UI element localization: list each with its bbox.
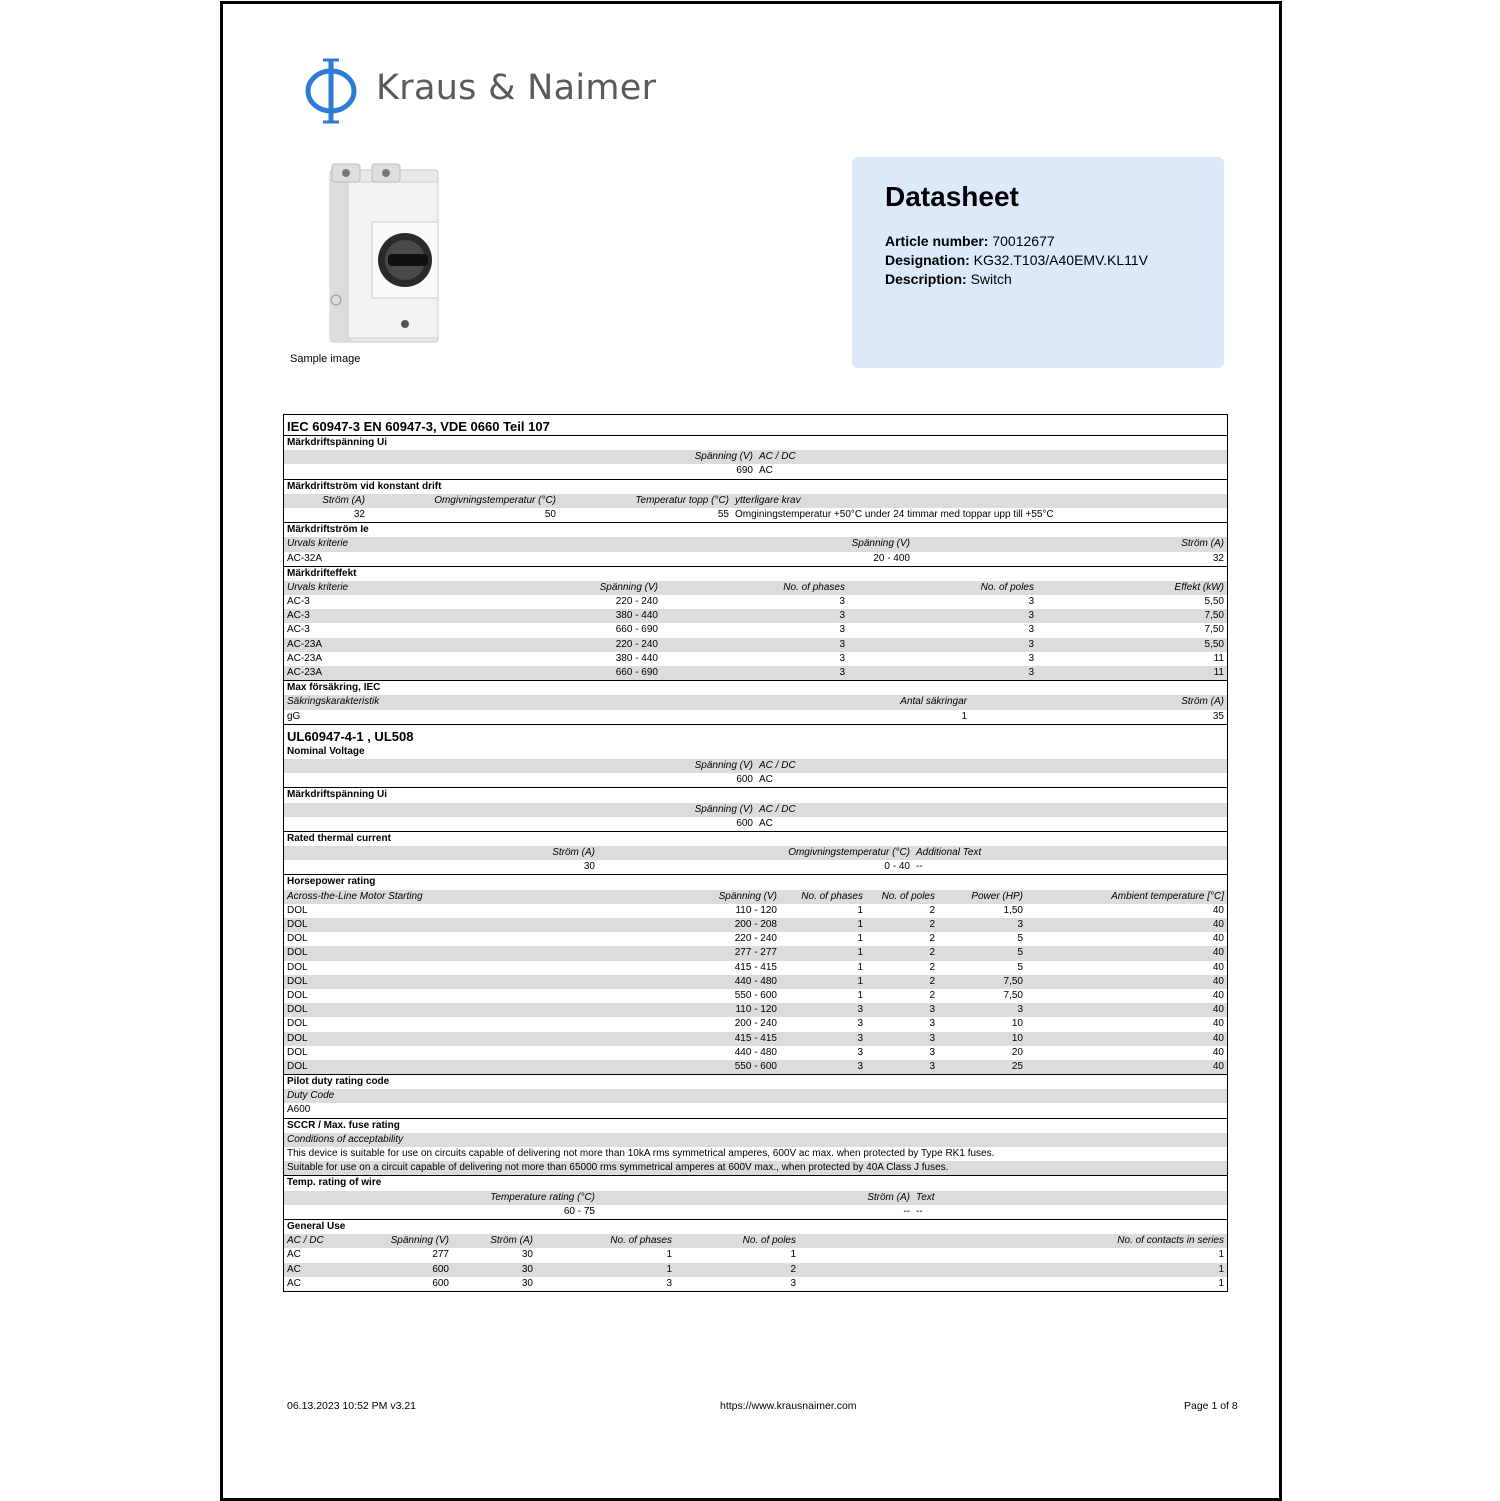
table-cell: Spänning (V) bbox=[390, 1235, 449, 1247]
table-cell: 3 bbox=[1017, 919, 1023, 930]
table-cell: AC bbox=[759, 774, 773, 786]
table-cell: No. of poles bbox=[742, 1235, 796, 1247]
table-cell: 2 bbox=[929, 933, 935, 945]
table-cell: Ambient temperature [°C] bbox=[1111, 890, 1224, 902]
table-cell: 50 bbox=[544, 508, 556, 520]
table-cell: 3 bbox=[1028, 624, 1034, 636]
table-cell: 3 bbox=[666, 1277, 672, 1289]
table-cell: 10 bbox=[1011, 1018, 1023, 1030]
table-cell: Additional Text bbox=[916, 847, 982, 859]
table-cell: 220 - 240 bbox=[615, 596, 658, 608]
table-row bbox=[284, 1133, 1227, 1147]
table-cell: Duty Code bbox=[287, 1090, 335, 1102]
table-cell: 40 bbox=[1212, 989, 1224, 1001]
table-cell: 25 bbox=[1011, 1060, 1023, 1072]
table-cell: Spänning (V) bbox=[599, 581, 658, 593]
table-cell: 1 bbox=[1218, 1277, 1224, 1289]
table-cell: DOL bbox=[287, 961, 308, 973]
table-cell: 1 bbox=[961, 710, 967, 722]
table-cell: Ström (A) bbox=[867, 1191, 910, 1203]
table-cell: 1 bbox=[666, 1263, 672, 1275]
table-cell: Conditions of acceptability bbox=[287, 1133, 404, 1145]
table-cell: Temperatur topp (°C) bbox=[635, 494, 729, 506]
table-row bbox=[284, 595, 1227, 609]
table-cell: 1,50 bbox=[1003, 904, 1023, 916]
table-cell: 5 bbox=[1017, 947, 1023, 959]
general-rows bbox=[284, 1248, 1227, 1291]
article-number-label: Article number: bbox=[885, 233, 989, 249]
table-cell: 3 bbox=[1028, 610, 1034, 622]
table-cell: 11 bbox=[1213, 652, 1224, 664]
table-cell: DOL bbox=[287, 1046, 308, 1058]
table-cell: AC / DC bbox=[759, 451, 796, 463]
table-cell: 600 bbox=[736, 774, 753, 786]
table-cell: Spänning (V) bbox=[718, 890, 777, 902]
ul-general-heading: General Use bbox=[284, 1219, 1227, 1234]
table-row bbox=[284, 552, 1227, 566]
table-cell: Omginingstemperatur +50°C under 24 timmar med toppar upp till +55°C bbox=[735, 508, 1054, 520]
table-row bbox=[284, 918, 1227, 932]
table-cell: Effekt (kW) bbox=[1174, 581, 1224, 593]
table-cell: DOL bbox=[287, 1004, 308, 1016]
table-cell: 440 - 480 bbox=[734, 1046, 777, 1058]
table-cell: 220 - 240 bbox=[734, 933, 777, 945]
table-cell: AC-23A bbox=[287, 638, 323, 650]
table-cell: 440 - 480 bbox=[734, 975, 777, 987]
iec-fuse-heading: Max försäkring, IEC bbox=[284, 680, 1227, 695]
table-cell: 5,50 bbox=[1204, 638, 1224, 650]
table-cell: 1 bbox=[790, 1249, 796, 1261]
product-switch-image bbox=[322, 160, 442, 348]
ul-thermal-heading: Rated thermal current bbox=[284, 831, 1227, 846]
table-cell: 7,50 bbox=[1003, 975, 1023, 987]
table-cell: 3 bbox=[839, 610, 845, 622]
table-row bbox=[284, 666, 1227, 680]
table-cell: 1 bbox=[1218, 1249, 1224, 1261]
table-row bbox=[284, 1003, 1227, 1017]
brand-name: Kraus & Naimer bbox=[376, 68, 657, 108]
table-cell: DOL bbox=[287, 975, 308, 987]
table-row bbox=[284, 1060, 1227, 1074]
table-cell: 30 bbox=[521, 1249, 533, 1261]
table-row bbox=[284, 638, 1227, 652]
table-cell: AC-3 bbox=[287, 624, 310, 636]
table-cell: AC-23A bbox=[287, 652, 323, 664]
table-cell: 2 bbox=[929, 904, 935, 916]
hp-rows bbox=[284, 904, 1227, 1074]
table-cell: 40 bbox=[1212, 919, 1224, 930]
table-cell: 380 - 440 bbox=[615, 652, 658, 664]
table-cell: 40 bbox=[1212, 1032, 1224, 1044]
table-cell: 60 - 75 bbox=[563, 1205, 595, 1217]
table-cell: DOL bbox=[287, 1060, 308, 1072]
table-cell: 277 bbox=[432, 1249, 449, 1261]
table-cell: 1 bbox=[857, 933, 863, 945]
table-cell: 550 - 600 bbox=[734, 1060, 777, 1072]
table-row bbox=[284, 961, 1227, 975]
table-row bbox=[284, 932, 1227, 946]
table-row bbox=[284, 508, 1227, 522]
table-cell: No. of phases bbox=[610, 1235, 672, 1247]
ul-ui-heading: Märkdriftspänning Ui bbox=[284, 787, 1227, 802]
table-cell: Power (HP) bbox=[971, 890, 1023, 902]
table-cell: 35 bbox=[1212, 710, 1224, 722]
table-row bbox=[284, 1089, 1227, 1103]
table-cell: 2 bbox=[929, 947, 935, 959]
table-cell: 40 bbox=[1212, 1018, 1224, 1030]
table-cell: AC bbox=[287, 1277, 301, 1289]
table-cell: 380 - 440 bbox=[615, 610, 658, 622]
table-row bbox=[284, 1103, 1227, 1117]
table-row bbox=[284, 975, 1227, 989]
table-row bbox=[284, 759, 1227, 773]
table-cell: 3 bbox=[1028, 596, 1034, 608]
table-cell: AC bbox=[287, 1249, 301, 1261]
table-cell: AC / DC bbox=[759, 803, 796, 815]
table-cell: 110 - 120 bbox=[735, 904, 777, 916]
table-cell: 40 bbox=[1212, 1046, 1224, 1058]
table-cell: 1 bbox=[857, 904, 863, 916]
footer-url[interactable]: https://www.krausnaimer.com bbox=[720, 1400, 857, 1412]
table-row bbox=[284, 609, 1227, 623]
table-cell: AC / DC bbox=[287, 1235, 324, 1247]
table-cell: AC-23A bbox=[287, 667, 323, 678]
table-cell: 3 bbox=[857, 1018, 863, 1030]
table-row bbox=[284, 890, 1227, 904]
designation-value: KG32.T103/A40EMV.KL11V bbox=[973, 252, 1149, 268]
table-cell: A600 bbox=[287, 1104, 311, 1116]
table-row bbox=[284, 846, 1227, 860]
table-cell: No. of poles bbox=[980, 581, 1034, 593]
iec-ie-heading: Märkdriftström Ie bbox=[284, 522, 1227, 537]
table-cell: 3 bbox=[1017, 1004, 1023, 1016]
table-cell: AC-32A bbox=[287, 552, 323, 564]
table-row bbox=[284, 537, 1227, 551]
table-cell: 3 bbox=[929, 1032, 935, 1044]
table-row bbox=[284, 1147, 1227, 1161]
table-cell: DOL bbox=[287, 904, 308, 916]
table-row bbox=[284, 1032, 1227, 1046]
table-cell: 3 bbox=[857, 1004, 863, 1016]
table-row bbox=[284, 450, 1227, 464]
table-cell: 3 bbox=[929, 1018, 935, 1030]
table-cell: Antal säkringar bbox=[900, 696, 967, 708]
table-cell: 11 bbox=[1213, 667, 1224, 678]
table-cell: DOL bbox=[287, 933, 308, 945]
table-cell: 1 bbox=[857, 947, 863, 959]
table-cell: gG bbox=[287, 710, 301, 722]
table-cell: Säkringskarakteristik bbox=[287, 696, 380, 708]
table-cell: This device is suitable for use on circuits capable of delivering not more than 10kA rms symmetrical amperes, 600V ac max. when protected by Type RK1 fuses. bbox=[287, 1148, 995, 1159]
table-row bbox=[284, 904, 1227, 918]
table-row bbox=[284, 1277, 1227, 1291]
table-cell: 2 bbox=[790, 1263, 796, 1275]
footer-date: 06.13.2023 10:52 PM v3.21 bbox=[287, 1400, 417, 1412]
table-cell: AC-3 bbox=[287, 610, 310, 622]
table-cell: No. of phases bbox=[801, 890, 863, 902]
table-row bbox=[284, 1205, 1227, 1219]
table-cell: 40 bbox=[1212, 1060, 1224, 1072]
table-cell: Ström (A) bbox=[322, 494, 365, 506]
iec-ui-heading: Märkdriftspänning Ui bbox=[284, 435, 1227, 450]
table-cell: 2 bbox=[929, 989, 935, 1001]
table-cell: 415 - 415 bbox=[734, 961, 777, 973]
table-cell: 277 - 277 bbox=[734, 947, 777, 959]
table-cell: 7,50 bbox=[1003, 989, 1023, 1001]
table-cell: Temperature rating (°C) bbox=[490, 1191, 595, 1203]
table-cell: Omgivningstemperatur (°C) bbox=[434, 494, 556, 506]
table-cell: 660 - 690 bbox=[615, 667, 658, 678]
table-cell: 3 bbox=[1028, 652, 1034, 664]
table-cell: 600 bbox=[736, 817, 753, 829]
table-cell: 3 bbox=[839, 596, 845, 608]
effekt-rows bbox=[284, 595, 1227, 680]
table-cell: 1 bbox=[857, 961, 863, 973]
table-cell: 660 - 690 bbox=[615, 624, 658, 636]
table-cell: 3 bbox=[857, 1046, 863, 1058]
table-row bbox=[284, 695, 1227, 709]
table-cell: 32 bbox=[353, 508, 365, 520]
table-cell: 3 bbox=[929, 1060, 935, 1072]
table-cell: DOL bbox=[287, 919, 308, 930]
table-cell: 3 bbox=[839, 638, 845, 650]
spec-table bbox=[283, 414, 1228, 1292]
table-cell: 690 bbox=[736, 465, 753, 477]
table-cell: 3 bbox=[857, 1032, 863, 1044]
table-row bbox=[284, 652, 1227, 666]
table-cell: DOL bbox=[287, 1032, 308, 1044]
table-cell: 3 bbox=[857, 1060, 863, 1072]
table-row bbox=[284, 623, 1227, 637]
table-cell: -- bbox=[916, 1205, 923, 1217]
table-row bbox=[284, 860, 1227, 874]
table-cell: Urvals kriterie bbox=[287, 538, 349, 550]
table-cell: No. of phases bbox=[783, 581, 845, 593]
ul-nominal-heading: Nominal Voltage bbox=[287, 745, 365, 757]
table-row bbox=[284, 581, 1227, 595]
table-cell: 1 bbox=[857, 975, 863, 987]
table-cell: 40 bbox=[1212, 1004, 1224, 1016]
table-cell: 32 bbox=[1212, 552, 1224, 564]
iec-effekt-heading: Märkdrifteffekt bbox=[284, 566, 1227, 581]
table-cell: Omgivningstemperatur (°C) bbox=[788, 847, 910, 859]
designation-label: Designation: bbox=[885, 252, 970, 268]
table-cell: Urvals kriterie bbox=[287, 581, 349, 593]
table-cell: 1 bbox=[1218, 1263, 1224, 1275]
description-line bbox=[885, 271, 1012, 287]
table-cell: AC / DC bbox=[759, 759, 796, 771]
table-row bbox=[284, 464, 1227, 478]
table-cell: -- bbox=[903, 1205, 910, 1217]
table-row bbox=[284, 494, 1227, 508]
table-cell: Ström (A) bbox=[490, 1235, 533, 1247]
table-cell: No. of contacts in series bbox=[1117, 1235, 1224, 1247]
table-cell: Spänning (V) bbox=[851, 538, 910, 550]
table-cell: Text bbox=[916, 1191, 935, 1203]
table-cell: Spänning (V) bbox=[694, 759, 753, 771]
datasheet-title: Datasheet bbox=[885, 181, 1019, 212]
table-cell: Ström (A) bbox=[1181, 538, 1224, 550]
table-cell: 415 - 415 bbox=[734, 1032, 777, 1044]
table-cell: Suitable for use on a circuit capable of delivering not more than 65000 rms symmetrical amperes at 600V max., when protected by 40A Class J fuses. bbox=[287, 1162, 949, 1174]
table-cell: Ström (A) bbox=[552, 847, 595, 859]
table-cell: 40 bbox=[1212, 933, 1224, 945]
table-cell: 550 - 600 bbox=[734, 989, 777, 1001]
ul-pilot-heading: Pilot duty rating code bbox=[284, 1074, 1227, 1089]
table-cell: 2 bbox=[929, 975, 935, 987]
table-row bbox=[284, 1248, 1227, 1262]
ul-sccr-heading: SCCR / Max. fuse rating bbox=[284, 1118, 1227, 1133]
table-cell: 200 - 208 bbox=[734, 919, 777, 930]
table-cell: 30 bbox=[521, 1277, 533, 1289]
table-cell: 600 bbox=[432, 1277, 449, 1289]
ul-hp-heading: Horsepower rating bbox=[284, 874, 1227, 889]
footer-page-number: Page 1 of 8 bbox=[1184, 1400, 1238, 1412]
table-cell: 30 bbox=[583, 861, 595, 873]
table-cell: 3 bbox=[1028, 638, 1034, 650]
designation-line bbox=[885, 252, 1148, 268]
table-cell: 600 bbox=[432, 1263, 449, 1275]
table-cell: ytterligare krav bbox=[735, 494, 801, 506]
table-cell: DOL bbox=[287, 989, 308, 1001]
table-cell: 3 bbox=[839, 624, 845, 636]
table-cell: 0 - 40 bbox=[884, 861, 910, 873]
table-row bbox=[284, 817, 1227, 831]
table-cell: 3 bbox=[929, 1046, 935, 1058]
table-cell: AC bbox=[759, 817, 773, 829]
table-cell: 2 bbox=[929, 919, 935, 930]
table-cell: 5,50 bbox=[1204, 596, 1224, 608]
table-cell: DOL bbox=[287, 1018, 308, 1030]
table-row bbox=[284, 773, 1227, 787]
table-cell: -- bbox=[916, 861, 923, 873]
datasheet-info-box bbox=[852, 157, 1224, 368]
table-cell: AC bbox=[287, 1263, 301, 1275]
table-cell: 40 bbox=[1212, 947, 1224, 959]
table-row bbox=[284, 946, 1227, 960]
table-row bbox=[284, 1046, 1227, 1060]
ul-section-title: UL60947-4-1 , UL508 bbox=[284, 724, 1227, 745]
table-row bbox=[284, 710, 1227, 724]
table-cell: 1 bbox=[857, 989, 863, 1001]
table-cell: 3 bbox=[790, 1277, 796, 1289]
table-cell: Across-the-Line Motor Starting bbox=[287, 890, 423, 902]
table-cell: No. of poles bbox=[881, 890, 935, 902]
table-cell: 20 - 400 bbox=[873, 552, 910, 564]
table-cell: 40 bbox=[1212, 961, 1224, 973]
table-cell: AC bbox=[759, 465, 773, 477]
table-cell: 200 - 240 bbox=[734, 1018, 777, 1030]
table-cell: 110 - 120 bbox=[735, 1004, 777, 1016]
table-cell: 1 bbox=[666, 1249, 672, 1261]
table-cell: 3 bbox=[839, 667, 845, 678]
article-number-line bbox=[885, 233, 1055, 249]
table-cell: 40 bbox=[1212, 975, 1224, 987]
table-cell: 30 bbox=[521, 1263, 533, 1275]
table-cell: Spänning (V) bbox=[694, 451, 753, 463]
iec-section-title: IEC 60947-3 EN 60947-3, VDE 0660 Teil 107 bbox=[287, 419, 550, 434]
table-cell: 55 bbox=[717, 508, 729, 520]
table-cell: 40 bbox=[1212, 904, 1224, 916]
table-cell: 5 bbox=[1017, 933, 1023, 945]
table-cell: 3 bbox=[839, 652, 845, 664]
table-row bbox=[284, 1191, 1227, 1205]
table-row bbox=[284, 803, 1227, 817]
table-cell: Spänning (V) bbox=[694, 803, 753, 815]
table-cell: 20 bbox=[1011, 1046, 1023, 1058]
table-row bbox=[284, 1234, 1227, 1248]
table-cell: AC-3 bbox=[287, 596, 310, 608]
table-row bbox=[284, 1161, 1227, 1175]
table-cell: 10 bbox=[1011, 1032, 1023, 1044]
table-cell: DOL bbox=[287, 947, 308, 959]
table-cell: 1 bbox=[857, 919, 863, 930]
table-cell: 3 bbox=[1028, 667, 1034, 678]
table-cell: 220 - 240 bbox=[615, 638, 658, 650]
table-row bbox=[284, 1263, 1227, 1277]
table-cell: 7,50 bbox=[1204, 610, 1224, 622]
table-cell: 5 bbox=[1017, 961, 1023, 973]
description-value: Switch bbox=[970, 271, 1012, 287]
ul-wire-heading: Temp. rating of wire bbox=[284, 1175, 1227, 1190]
table-row bbox=[284, 1017, 1227, 1031]
article-number-value: 70012677 bbox=[992, 233, 1055, 249]
description-label: Description: bbox=[885, 271, 967, 287]
table-cell: 3 bbox=[929, 1004, 935, 1016]
sample-image-caption: Sample image bbox=[290, 353, 361, 365]
iec-konst-heading: Märkdriftström vid konstant drift bbox=[284, 479, 1227, 494]
table-cell: Ström (A) bbox=[1181, 696, 1224, 708]
table-cell: 7,50 bbox=[1204, 624, 1224, 636]
table-row bbox=[284, 989, 1227, 1003]
table-cell: 2 bbox=[929, 961, 935, 973]
